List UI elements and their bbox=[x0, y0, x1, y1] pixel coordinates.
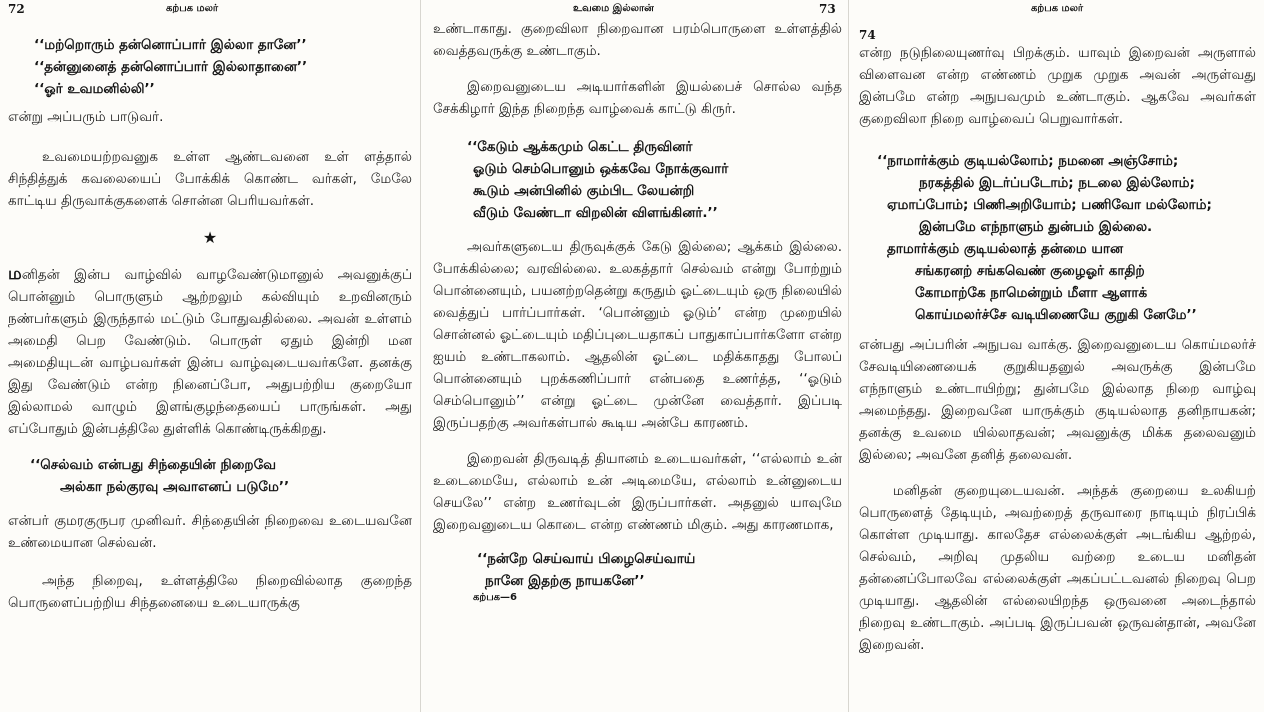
verse-line: ‘‘தன்னுனைத் தன்னொப்பார் இல்லாதானை’’ bbox=[34, 59, 308, 75]
paragraph: அவர்களுடைய திருவுக்குக் கேடு இல்லை; ஆக்கம் இல்லை. போக்கில்லை; வரவில்லை. உலகத்தார் செல்வம் என்று போற்றும் பொன்னையும், பயனற்றதென்று கருதும் ஓட்டையும் ஒரு நிலையில் வைத்துப் பார்ப்பார்கள். ‘பொன்னும் ஓடும்’ என்ற முறையில் சொன்னல் ஓட்டையும் மதிப்புடையதாகப் பாதுகாப்பார்களோ என்ற ஐயம் உண்டாகலாம். ஆதலின் ஓட்டை மதிக்காதது போலப் பொன்னையும் புறக்கணிப்பார் என்பதை உணர்த்த, ‘‘ஓடும் செம்பொனும்’’ என்று ஓட்டை முன்னே வைத்தார். இப்படி இருப்பதற்கு அவர்கள்பால் கூடிய அன்பே காரணம். bbox=[433, 239, 842, 431]
verse-line: ‘‘நாமார்க்கும் குடியல்லோம்; நமனை அஞ்சோம்; bbox=[877, 153, 1179, 169]
paragraph: மனிதன் குறையுடையவன். அந்தக் குறையை உலகியற் பொருளைத் தேடியும், அவற்றைத் தருவாரை நாடியும் நிரப்பிக் கொள்ள முடியாது. காலதேச எல்லைக்குள் அடங்கிய ஆற்றல், செல்வம், அறிவு முதலிய வற்றை உடைய மனிதன் தன்னைப்போலவே எல்லைக்குள் அகப்பட்டவனல் நிறைவு பெற முடியாது. ஆதலின் எல்லையிறந்த ஒருவனை அடைந்தால் நிறைவு உண்டாகும். அப்படி இருப்பவன் ஒருவன்தான், அவனே இறைவன். bbox=[859, 483, 1256, 653]
verse-line: ஏமாப்போம்; பிணிஅறியோம்; பணிவோ மல்லோம்; bbox=[887, 197, 1212, 213]
page-number: 74 bbox=[859, 28, 876, 42]
verse-line: ‘‘ஓர் உவமனில்லி’’ bbox=[34, 81, 155, 97]
page-header bbox=[8, 2, 412, 18]
drop-cap: ம bbox=[8, 264, 22, 284]
paragraph: அந்த நிறைவு, உள்ளத்திலே நிறைவில்லாத குறைந்த பொருளைப்பற்றிய சிந்தனையை உடையாருக்கு bbox=[8, 573, 412, 611]
right-page bbox=[848, 0, 1264, 712]
star-divider: ★ bbox=[202, 228, 218, 247]
paragraph: உவமையற்றவனுக உள்ள ஆண்டவனை உள் ளத்தால் சிந்தித்துக் கவலையைப் போக்கிக் கொண்ட வர்கள், மேலே காட்டிய திருவாக்குகளைக் சொன்ன பெரியவர்கள். bbox=[8, 149, 412, 209]
verse-line: ஓடும் செம்பொனும் ஒக்கவே நோக்குவார் bbox=[473, 161, 729, 177]
paragraph bbox=[8, 263, 412, 440]
verse-line: ‘‘செல்வம் என்பது சிந்தையின் நிறைவே bbox=[30, 457, 277, 473]
running-title: உவமை இல்லான் bbox=[573, 3, 654, 14]
verse-line: நானே இதற்கு நாயகனே’’ bbox=[485, 573, 645, 589]
paragraph: என்ற நடுநிலையுணர்வு பிறக்கும். யாவும் இறைவன் அருளால் விளைவன என்ற எண்ணம் முறுக முறுக அவன் அருள்வது இன்பமே என்ற அநுபவமும் உண்டாகும். ஆகவே அவர்கள் குறைவிலா நிறை வாழ்வைப் பெறுவார்கள். bbox=[859, 45, 1256, 127]
running-title: கற்பக மலர் bbox=[1031, 3, 1084, 14]
verse-line: கோமாற்கே நாமென்றும் மீளா ஆளாக் bbox=[915, 285, 1148, 301]
verse-line: ‘‘கேடும் ஆக்கமும் கெட்ட திருவினர் bbox=[467, 139, 693, 155]
page-header bbox=[433, 2, 842, 18]
paragraph: என்று அப்பரும் பாடுவர். bbox=[8, 109, 164, 125]
verse-line: அல்கா நல்குரவு அவாஎனப் படுமே’’ bbox=[60, 479, 290, 495]
signature-mark: கற்பக—6 bbox=[473, 592, 517, 603]
paragraph: இறைவனுடைய அடியார்களின் இயல்பைச் சொல்ல வந்த சேக்கிழார் இந்த நிறைந்த வாழ்வைக் காட்டு கிருர். bbox=[433, 79, 842, 117]
paragraph: என்பது அப்பரின் அநுபவ வாக்கு. இறைவனுடைய கொய்மலர்ச் சேவடியிணையைக் குறுகியதனுல் அவருக்கு இன்பமே எந்நாளும் உண்டாயிற்று; துன்பமே இல்லாத நிறை வாழ்வு அமைந்தது. இறைவனே யாருக்கும் குடியல்லாத தனிநாயகன்; தனக்கு உவமை யில்லாதவன்; அவனுக்கு மிக்க தலைவனும் இல்லை; அவனே தனித் தலைவன். bbox=[859, 337, 1256, 463]
verse-line: வீடும் வேண்டா விறலின் விளங்கினர்.’’ bbox=[473, 205, 718, 221]
page-number: 72 bbox=[8, 2, 25, 16]
left-page bbox=[0, 0, 420, 712]
paragraph: உண்டாகாது. குறைவிலா நிறைவான பரம்பொருளை உள்ளத்தில் வைத்தவருக்கு உண்டாகும். bbox=[433, 21, 842, 59]
verse-line: சங்கரனற் சங்கவெண் குழைஓர் காதிற் bbox=[915, 263, 1145, 279]
middle-page bbox=[420, 0, 848, 712]
verse-line: ‘‘மற்றொரும் தன்னொப்பார் இல்லா தானே’’ bbox=[34, 37, 307, 53]
paragraph: என்பர் குமரகுருபர முனிவர். சிந்தையின் நிறைவை உடையவனே உண்மையான செல்வன். bbox=[8, 513, 412, 551]
verse-line: ‘‘நன்றே செய்வாய் பிழைசெய்வாய் bbox=[477, 551, 696, 567]
verse-line: இன்பமே எந்நாளும் துன்பம் இல்லை. bbox=[919, 219, 1153, 235]
page-number: 73 bbox=[819, 2, 836, 16]
paragraph: இறைவன் திருவடித் தியானம் உடையவர்கள், ‘‘எல்லாம் உன் உடைமையே, எல்லாம் உன் அடிமையே, எல்லாம் உன்னுடைய செயலே’’ என்ற உணர்வுடன் இருப்பார்கள். அதனுல் யாவுமே இறைவனுடைய கொடை என்ற எண்ணம் மிகும். அது காரணமாக, bbox=[433, 451, 842, 533]
verse-line: தாமார்க்கும் குடியல்லாத் தன்மை யான bbox=[887, 241, 1124, 257]
verse-line: கூடும் அன்பினில் கும்பிட லேயன்றி bbox=[473, 183, 695, 199]
running-title: கற்பக மலர் bbox=[166, 3, 219, 14]
verse-line: நரகத்தில் இடர்ப்படோம்; நடலை இல்லோம்; bbox=[919, 175, 1195, 191]
paragraph-text: னிதன் இன்ப வாழ்வில் வாழவேண்டுமானுல் அவனுக்குப் பொன்னும் பொருளும் ஆற்றலும் கல்வியும் உறவினரும் நண்பர்களும் இருந்தால் மட்டும் போதுவதில்லை. அவன் உள்ளம் அமைதி பெற வேண்டும். பொருள் ஏதும் இன்றி மன அமைதியுடன் வாழ்பவர்கள் இன்ப வாழ்வுடையவர்களே. தனக்கு இது வேண்டும் என்ற நினைப்போ, அதுபற்றிய குறையோ இல்லாமல் வாழும் இளங்குழந்தையைப் பாருங்கள். அது எப்போதும் இன்பத்திலே துள்ளிக் கொண்டிருக்கிறது. bbox=[8, 267, 412, 437]
page-header bbox=[859, 2, 1256, 42]
verse-line: கொய்மலர்ச்சே வடியிணையே குறுகி னேமே’’ bbox=[915, 307, 1197, 323]
